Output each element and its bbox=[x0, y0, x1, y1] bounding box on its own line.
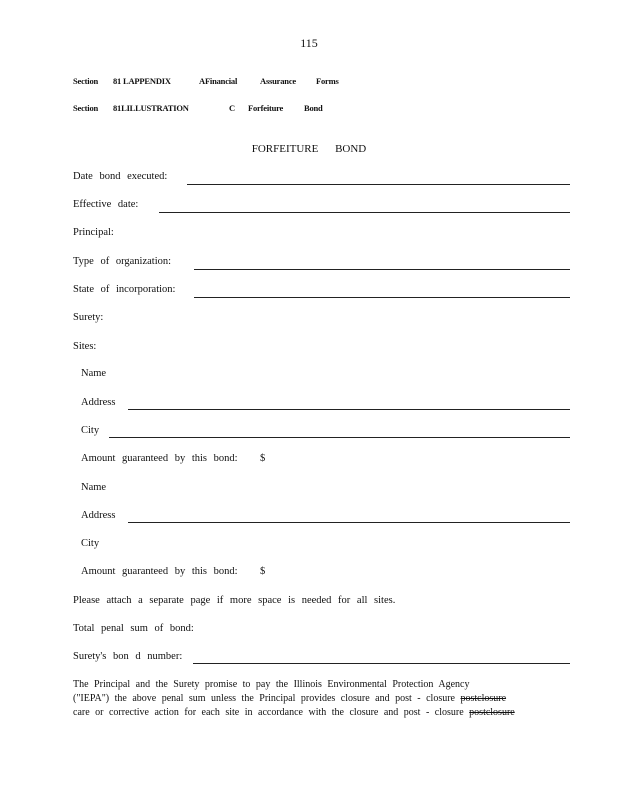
paragraph-line-1: The Principal and the Surety promise to pay the Illinois Environmental Protection Agency bbox=[73, 679, 470, 690]
page-number: 115 bbox=[300, 36, 318, 50]
site2-city-label: City bbox=[81, 538, 100, 549]
paragraph-line-2 bbox=[73, 693, 506, 704]
site2-address-label: Address bbox=[81, 510, 116, 521]
header-bond: Bond bbox=[304, 103, 323, 113]
header-illustration: 81LILLUSTRATION bbox=[113, 103, 189, 113]
site2-dollar-sign: $ bbox=[260, 566, 266, 577]
header-section-label: Section bbox=[73, 76, 99, 86]
effective-date-label: Effective date: bbox=[73, 199, 139, 210]
site1-address-label: Address bbox=[81, 397, 116, 408]
header-appendix: 81 LAPPENDIX bbox=[113, 76, 171, 86]
date-executed-line[interactable] bbox=[187, 184, 570, 185]
site2-name-label: Name bbox=[81, 482, 107, 493]
site1-city-label: City bbox=[81, 425, 100, 436]
principal-label: Principal: bbox=[73, 227, 114, 238]
document-title: FORFEITURE BOND bbox=[251, 143, 367, 155]
paragraph-line-3 bbox=[73, 707, 515, 718]
type-org-line[interactable] bbox=[194, 269, 570, 270]
paragraph-line-2-struck: postclosure bbox=[460, 693, 507, 704]
surety-bond-number-line[interactable] bbox=[193, 663, 570, 664]
header-forms: Forms bbox=[316, 76, 339, 86]
site2-address-line[interactable] bbox=[128, 522, 570, 523]
header-assurance: Assurance bbox=[260, 76, 296, 86]
state-inc-label: State of incorporation: bbox=[73, 284, 176, 295]
header-c: C bbox=[229, 103, 235, 113]
header-financial: AFinancial bbox=[199, 76, 238, 86]
paragraph-line-3-text: care or corrective action for each site in accordance with the closure and post - closure bbox=[73, 707, 464, 718]
site1-address-line[interactable] bbox=[128, 409, 570, 410]
state-inc-line[interactable] bbox=[194, 297, 570, 298]
paragraph-line-3-struck: postclosure bbox=[469, 707, 515, 718]
header-section-label-2: Section bbox=[73, 103, 99, 113]
total-penal-label: Total penal sum of bond: bbox=[73, 623, 194, 634]
attach-note: Please attach a separate page if more space is needed for all sites. bbox=[73, 595, 396, 606]
site1-name-label: Name bbox=[81, 368, 107, 379]
site1-city-line[interactable] bbox=[109, 437, 570, 438]
site1-amount-label: Amount guaranteed by this bond: bbox=[81, 453, 238, 464]
effective-date-line[interactable] bbox=[159, 212, 570, 213]
type-org-label: Type of organization: bbox=[73, 256, 172, 267]
surety-label: Surety: bbox=[73, 312, 104, 323]
header-forfeiture: Forfeiture bbox=[248, 103, 284, 113]
paragraph-line-2-text: ("IEPA") the above penal sum unless the Principal provides closure and post - closure bbox=[73, 693, 455, 704]
site1-dollar-sign: $ bbox=[260, 453, 266, 464]
site2-amount-label: Amount guaranteed by this bond: bbox=[81, 566, 238, 577]
date-executed-label: Date bond executed: bbox=[73, 171, 168, 182]
sites-label: Sites: bbox=[73, 341, 97, 352]
surety-bond-number-label: Surety's bon d number: bbox=[73, 651, 183, 662]
